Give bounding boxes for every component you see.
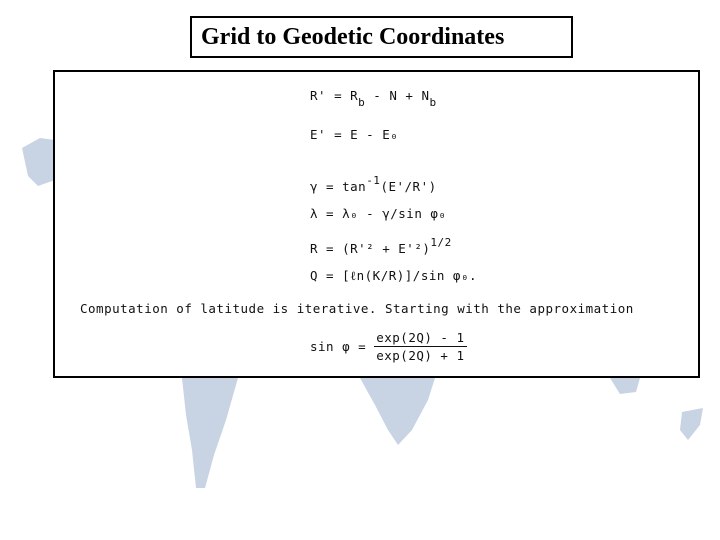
iteration-note: Computation of latitude is iterative. Starting with the approximation bbox=[80, 301, 634, 316]
equation-sin-phi: sin φ = $\frac{\exp(2Q) - 1}{\exp(2Q) + 1}$ bbox=[310, 330, 465, 363]
equation-lambda: λ = λ₀ - γ/sin φ₀ bbox=[310, 206, 447, 221]
formula-panel bbox=[53, 70, 700, 378]
map-landmass-africa bbox=[360, 378, 435, 445]
equation-r-prime: R' = Rb - N + Nb bbox=[310, 88, 437, 109]
map-landmass-east bbox=[680, 408, 703, 440]
equation-r: R = (R'² + E'²)1/2 bbox=[310, 236, 452, 256]
slide-title: Grid to Geodetic Coordinates bbox=[190, 16, 573, 58]
sin-phi-fraction bbox=[374, 330, 466, 363]
map-landmass-south-america bbox=[182, 378, 238, 488]
equation-e-prime: E' = E - E₀ bbox=[310, 127, 399, 142]
equation-q: Q = [ℓn(K/R)]/sin φ₀. bbox=[310, 268, 478, 283]
fraction-denominator: exp(2Q) + 1 bbox=[376, 348, 465, 363]
fraction-numerator: exp(2Q) - 1 bbox=[376, 330, 465, 345]
map-landmass-australia bbox=[610, 378, 640, 394]
map-landmass-west bbox=[22, 138, 55, 186]
equation-gamma: γ = tan-1(E'/R') bbox=[310, 174, 437, 194]
